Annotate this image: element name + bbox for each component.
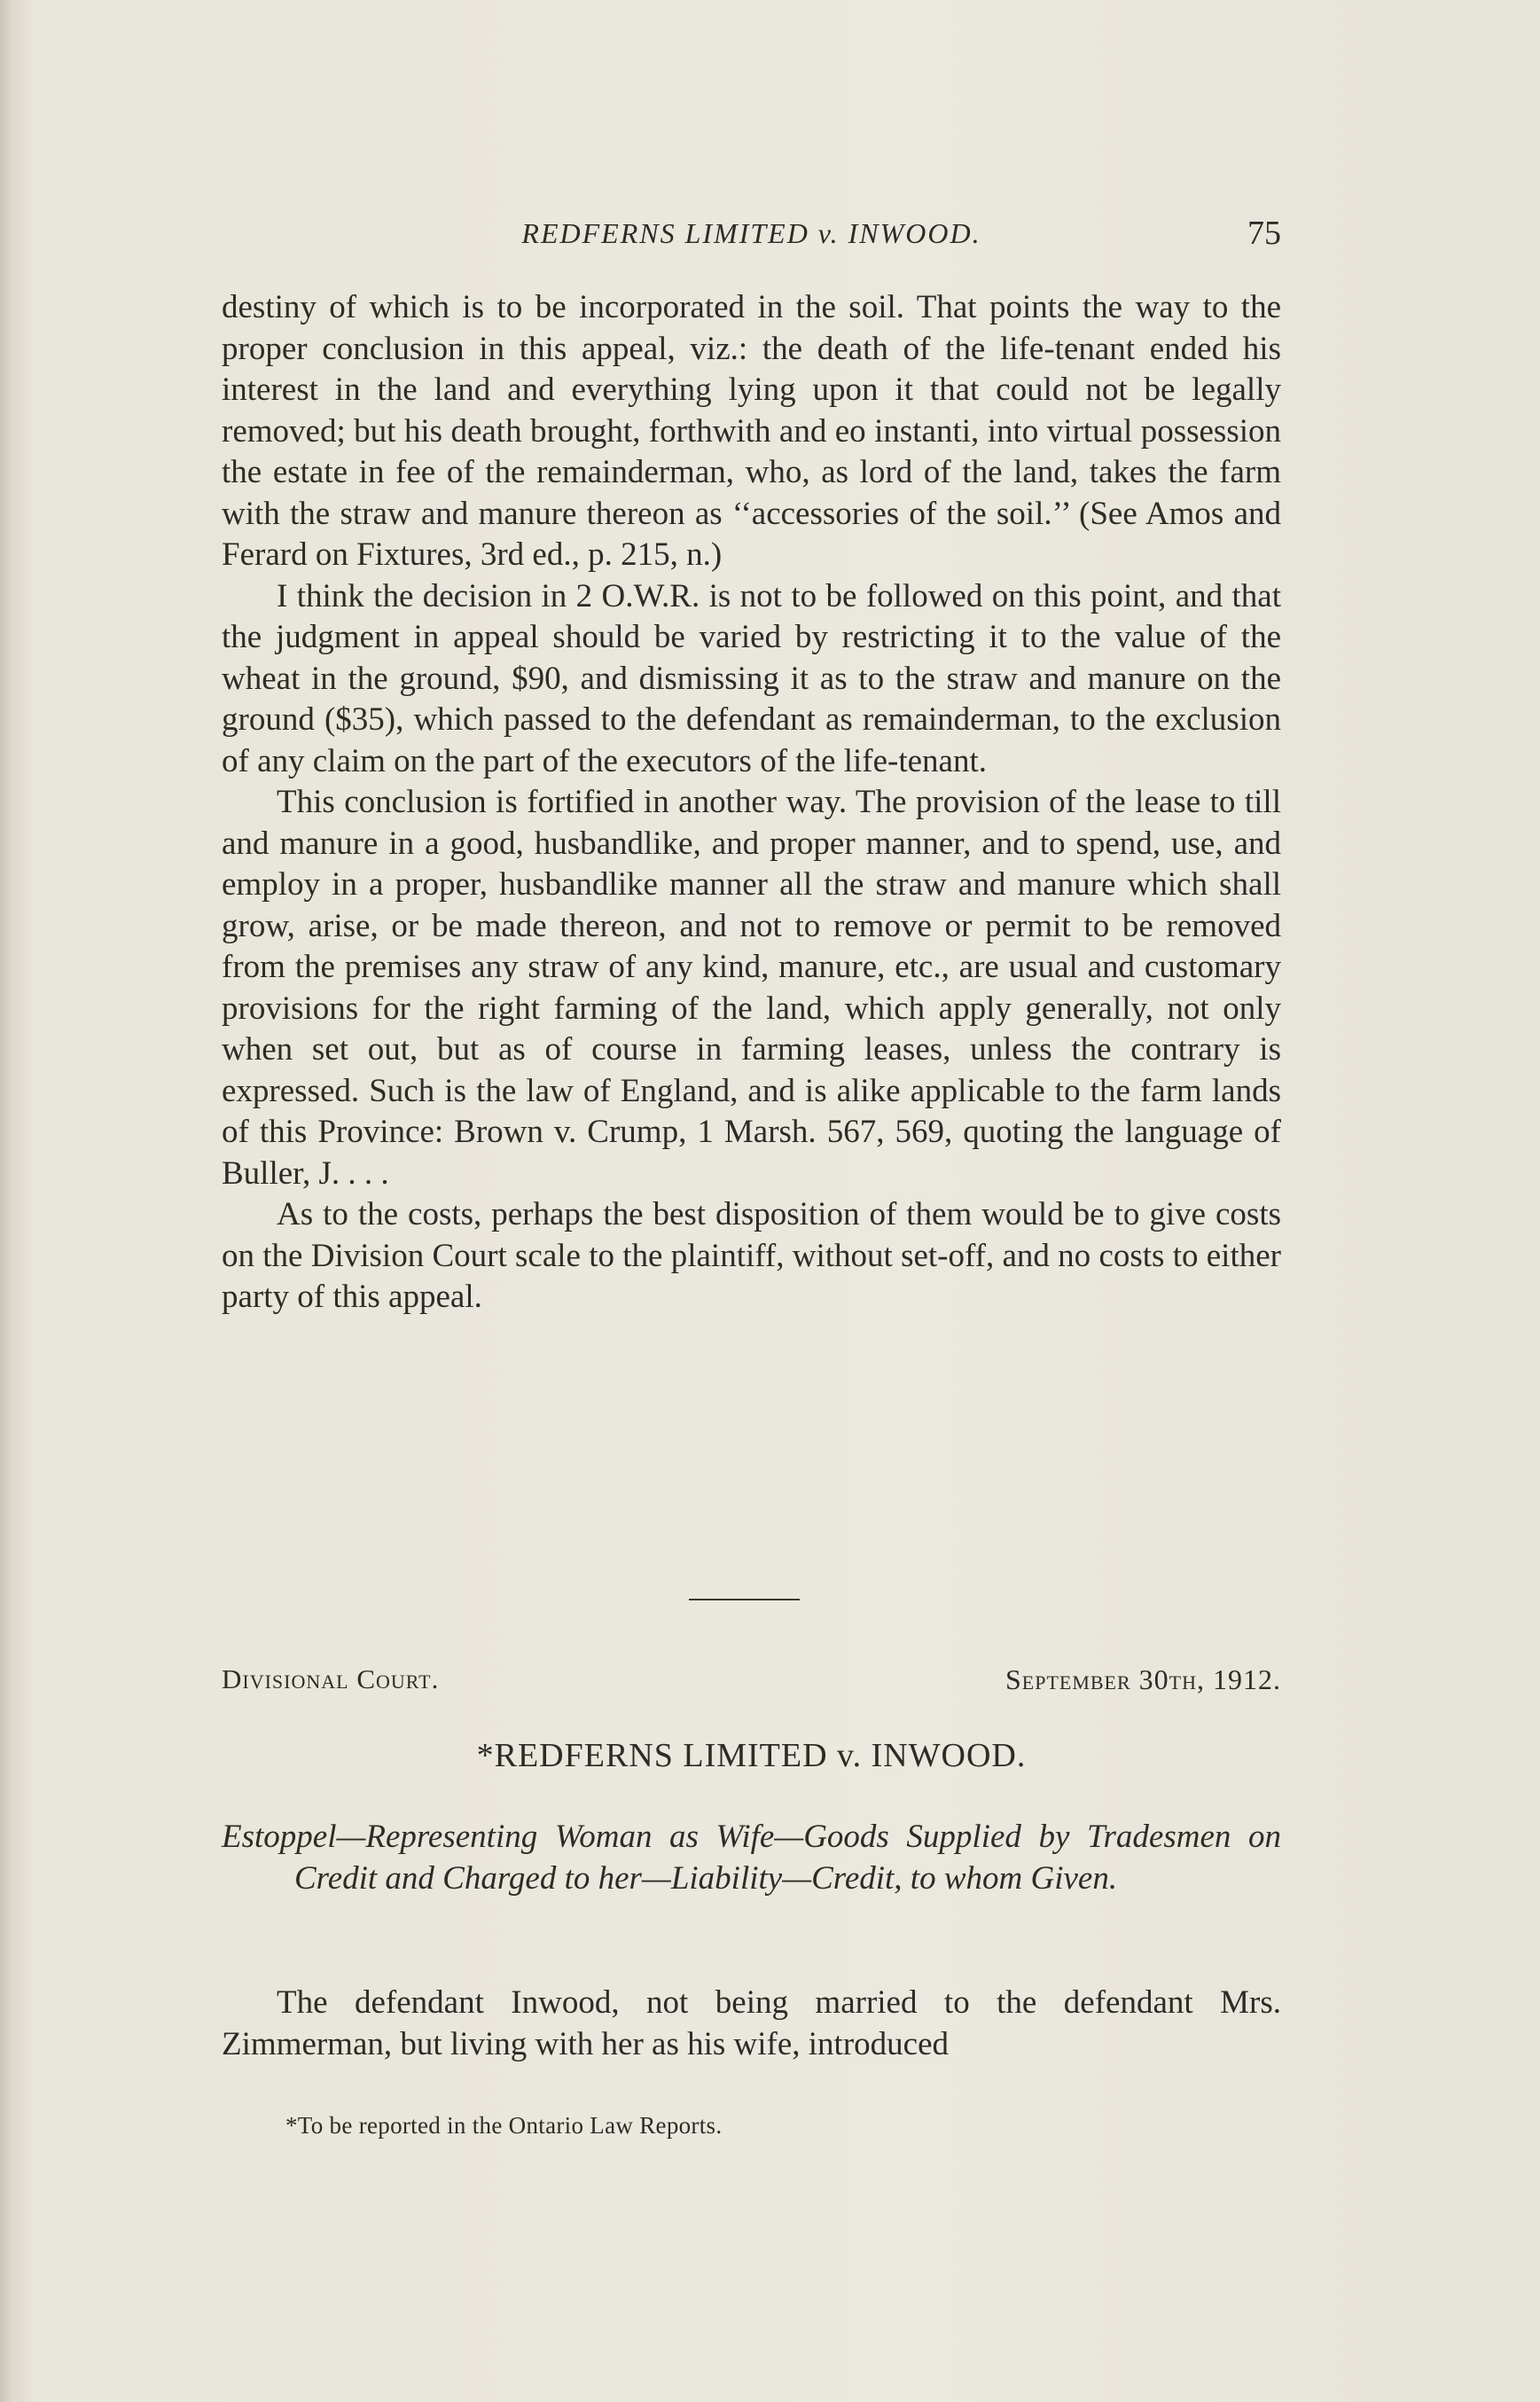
section-divider — [689, 1599, 800, 1600]
intro-paragraph: The defendant Inwood, not being married to the defendant Mrs. Zimmerman, but living with her as his wife, introduced — [222, 1984, 1281, 2062]
case-caption — [222, 1663, 1281, 1706]
running-head — [222, 217, 1281, 262]
paragraph: destiny of which is to be incorporated in the soil. That points the way to the proper conclusion in this appeal, viz.: the death of the life-tenant ended his interest in the land and everything lying upon it that could not be legally removed; but his death brought, forthwith and eo instanti, into virtual possession the estate in fee of the remainderman, who, as lord of the land, takes the farm with the straw and manure thereon as ‘‘accessories of the soil.’’ (See Amos and Ferard on Fixtures, 3rd ed., p. 215, n.) — [222, 289, 1281, 573]
running-title: REDFERNS LIMITED v. INWOOD. — [521, 217, 981, 249]
headnote: Estoppel—Representing Woman as Wife—Goods Supplied by Tradesmen on Credit and Charged to her—Liability—Credit, to whom Given. — [222, 1819, 1281, 1897]
case-intro — [222, 1983, 1281, 2065]
case-title: *REDFERNS LIMITED v. INWOOD. — [476, 1737, 1027, 1774]
page-number: 75 — [1247, 215, 1281, 252]
paragraph: As to the costs, perhaps the best disposition of them would be to give costs on the Division Court scale to the plaintiff, without set-off, and no costs to either party of this appeal. — [222, 1196, 1281, 1315]
court-name: Divisional Court. — [222, 1663, 440, 1694]
case-date: September 30th, 1912. — [1005, 1663, 1281, 1695]
body-text — [222, 287, 1281, 1318]
footnote: *To be reported in the Ontario Law Reports. — [285, 2112, 723, 2139]
paragraph: I think the decision in 2 O.W.R. is not to be followed on this point, and that the judgment in appeal should be varied by restricting it to the value of the wheat in the ground, $90, and dismissing it as to the straw and manure on the ground ($35), which passed to the defendant as remainderman, to the exclusion of any claim on the part of the executors of the life-tenant. — [222, 577, 1281, 779]
paragraph: This conclusion is fortified in another way. The provision of the lease to till and manure in a good, husbandlike, and proper manner, and to spend, use, and employ in a proper, husbandlike manner all the straw and manure which shall grow, arise, or be made thereon, and not to remove or permit to be removed from the premises any straw of any kind, manure, etc., are usual and customary provisions for the right farming of the land, which apply generally, not only when set out, but as of course in farming leases, unless the contrary is expressed. Such is the law of England, and is alike applicable to the farm lands of this Province: Brown v. Crump, 1 Marsh. 567, 569, quoting the language of Buller, J. . . . — [222, 784, 1281, 1192]
